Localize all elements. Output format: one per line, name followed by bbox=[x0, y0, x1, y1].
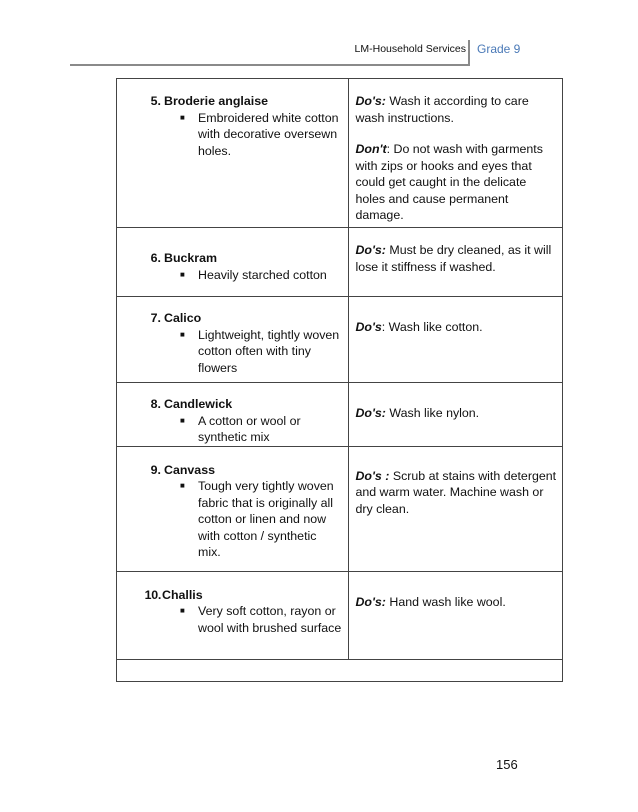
dos-text bbox=[355, 594, 558, 611]
page-number: 156 bbox=[496, 757, 518, 772]
table-row bbox=[117, 571, 563, 659]
fabric-name: Buckram bbox=[164, 251, 218, 265]
fabric-description bbox=[117, 110, 348, 160]
fabric-cell bbox=[117, 446, 349, 571]
fabric-description-text: Embroidered white cotton with decorative oversewn holes. bbox=[198, 110, 339, 158]
fabric-cell bbox=[117, 79, 349, 228]
header-title: LM-Household Services bbox=[354, 43, 466, 55]
care-cell bbox=[349, 446, 563, 571]
fabric-heading bbox=[117, 462, 348, 479]
fabric-number: 8. bbox=[150, 397, 161, 411]
square-bullet-icon: ■ bbox=[180, 481, 185, 490]
fabric-cell bbox=[117, 571, 349, 659]
dos-label: Do's bbox=[355, 320, 382, 334]
fabric-description-text: Lightweight, tightly woven cotton often with tiny flowers bbox=[198, 327, 340, 375]
dos-text bbox=[355, 319, 558, 336]
table-row bbox=[117, 383, 563, 447]
fabric-number: 10. bbox=[144, 587, 161, 602]
fabric-description-text: Tough very tightly woven fabric that is originally all cotton or linen and now with cotton / synthetic mix. bbox=[198, 479, 334, 559]
square-bullet-icon: ■ bbox=[180, 112, 185, 122]
fabric-number: 5. bbox=[150, 94, 161, 108]
header-separator bbox=[468, 40, 470, 66]
dos-label: Do's : bbox=[355, 468, 390, 483]
empty-cell bbox=[117, 659, 563, 681]
table-row-empty bbox=[117, 659, 563, 681]
fabric-heading bbox=[117, 93, 348, 110]
fabric-description-text: Very soft cotton, rayon or wool with brushed surface bbox=[198, 604, 342, 635]
dos-instruction: Wash it according to care wash instructions. bbox=[355, 94, 529, 125]
fabric-heading bbox=[117, 250, 348, 267]
fabric-description bbox=[117, 413, 348, 446]
fabric-name: Canvass bbox=[164, 462, 215, 477]
fabric-description bbox=[117, 478, 348, 561]
fabric-number: 7. bbox=[150, 311, 161, 325]
fabric-number: 9. bbox=[150, 462, 161, 477]
fabric-number: 6. bbox=[150, 251, 161, 265]
dos-instruction: Must be dry cleaned, as it will lose it stiffness if washed. bbox=[355, 243, 552, 274]
fabric-description bbox=[117, 603, 348, 636]
fabric-name: Broderie anglaise bbox=[164, 94, 268, 108]
dos-label: Do's: bbox=[355, 243, 386, 257]
dos-text bbox=[355, 93, 558, 126]
table-row bbox=[117, 79, 563, 228]
fabric-cell bbox=[117, 228, 349, 297]
fabric-description-text: Heavily starched cotton bbox=[198, 267, 327, 282]
square-bullet-icon: ■ bbox=[180, 269, 185, 279]
fabric-description bbox=[117, 267, 348, 284]
care-cell bbox=[349, 79, 563, 228]
care-cell bbox=[349, 297, 563, 383]
header-rule bbox=[70, 64, 469, 66]
dos-instruction: : Wash like cotton. bbox=[381, 320, 483, 334]
dos-label: Do's: bbox=[355, 406, 386, 420]
care-cell bbox=[349, 383, 563, 447]
dos-text bbox=[355, 468, 558, 518]
dos-label: Do's: bbox=[355, 94, 386, 108]
fabric-name: Calico bbox=[164, 311, 202, 325]
donts-instruction: : Do not wash with garments with zips or hooks and eyes that could get caught in the delicate holes and cause permanent damage. bbox=[355, 142, 543, 222]
dos-label: Do's: bbox=[355, 594, 386, 609]
care-cell bbox=[349, 571, 563, 659]
square-bullet-icon: ■ bbox=[180, 415, 185, 425]
dos-instruction: Hand wash like wool. bbox=[389, 594, 506, 609]
fabric-cell bbox=[117, 297, 349, 383]
donts-text bbox=[355, 141, 558, 224]
fabric-description-text: A cotton or wool or synthetic mix bbox=[198, 413, 301, 444]
square-bullet-icon: ■ bbox=[180, 329, 185, 339]
care-cell bbox=[349, 228, 563, 297]
header-grade: Grade 9 bbox=[477, 42, 521, 56]
fabric-heading bbox=[117, 310, 348, 327]
table-row bbox=[117, 446, 563, 571]
donts-label: Don't bbox=[355, 142, 387, 156]
fabric-name: Challis bbox=[162, 587, 203, 602]
dos-instruction: Scrub at stains with detergent and warm water. Machine wash or dry clean. bbox=[355, 468, 557, 516]
fabric-description bbox=[117, 327, 348, 377]
fabric-cell bbox=[117, 383, 349, 447]
dos-text bbox=[355, 405, 558, 422]
fabric-name: Candlewick bbox=[164, 397, 233, 411]
dos-text bbox=[355, 242, 558, 275]
table-row bbox=[117, 297, 563, 383]
fabric-heading bbox=[117, 587, 348, 604]
page-header bbox=[0, 40, 638, 68]
table-row bbox=[117, 228, 563, 297]
fabric-heading bbox=[117, 396, 348, 413]
square-bullet-icon: ■ bbox=[180, 606, 185, 615]
dos-instruction: Wash like nylon. bbox=[389, 406, 480, 420]
fabric-care-table bbox=[116, 78, 563, 682]
